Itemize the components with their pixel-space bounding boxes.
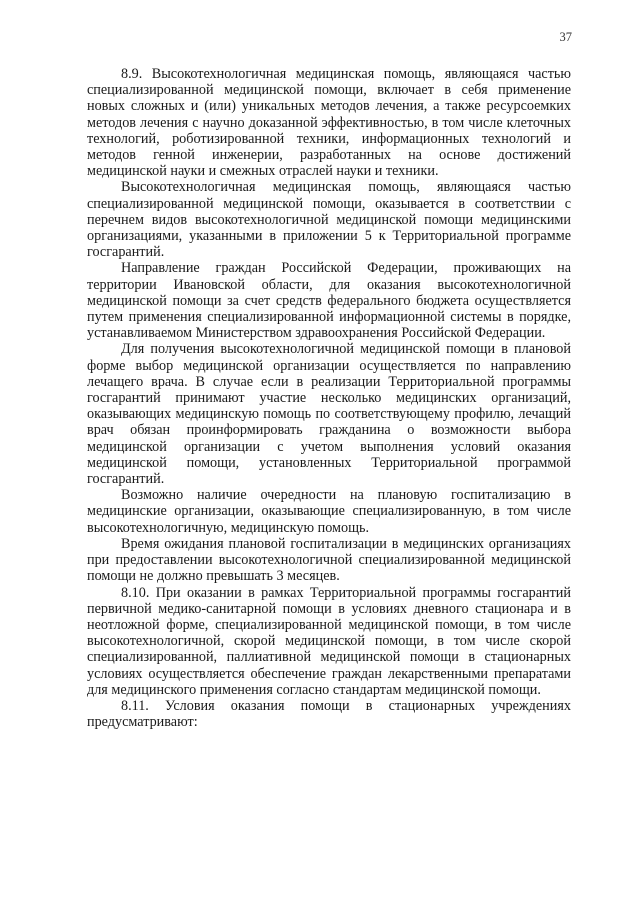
page-number: 37 bbox=[559, 30, 572, 44]
paragraph-8-11: 8.11. Условия оказания помощи в стационарных учреждениях предусматривают: bbox=[87, 697, 571, 731]
paragraph-waiting-time: Время ожидания плановой госпитализации в медицинских организациях при предоставлении высокотехнологичной специализированной медицинской помощи не должно превышать 3 месяцев. bbox=[87, 535, 571, 585]
paragraph-planned-choice: Для получения высокотехнологичной медицинской помощи в плановой форме выбор медицинской организации осуществляется по направлению лечащего врача. В случае если в реализации Территориальной программы госгарантий принимают участие несколько медицинских организаций, оказывающих медицинскую помощь по соответствующему профилю, лечащий врач обязан проинформировать гражданина о возможности выбора медицинской организации с учетом выполнения условий оказания медицинской помощи, установленных Территориальной программой госгарантий. bbox=[87, 341, 571, 488]
paragraph-referral: Направление граждан Российской Федерации, проживающих на территории Ивановской области, для оказания высокотехнологичной медицинской помощи за счет средств федерального бюджета осуществляется путем применения специализированной информационной системы в порядке, устанавливаемом Министерством здравоохранения Российской Федерации. bbox=[87, 260, 571, 342]
document-body bbox=[87, 66, 571, 730]
paragraph-8-9: 8.9. Высокотехнологичная медицинская помощь, являющаяся частью специализированной медицинской помощи, включает в себя применение новых сложных и (или) уникальных методов лечения, а также ресурсоемких методов лечения с научно доказанной эффективностью, в том числе клеточных технологий, роботизированной техники, информационных технологий и методов генной инженерии, разработанных на основе достижений медицинской науки и смежных отраслей науки и техники. bbox=[87, 66, 571, 180]
paragraph-8-10: 8.10. При оказании в рамках Территориальной программы госгарантий первичной медико-санитарной помощи в условиях дневного стационара и в неотложной форме, специализированной медицинской помощи, в том числе высокотехнологичной, скорой медицинской помощи, в том числе скорой специализированной, паллиативной медицинской помощи в стационарных условиях осуществляется обеспечение граждан лекарственными препаратами для медицинского применения согласно стандартам медицинской помощи. bbox=[87, 584, 571, 698]
paragraph-vmp-list: Высокотехнологичная медицинская помощь, являющаяся частью специализированной медицинской помощи, оказывается в соответствии с перечнем видов высокотехнологичной медицинской помощи медицинскими организациями, указанными в приложении 5 к Территориальной программе госгарантий. bbox=[87, 179, 571, 261]
paragraph-queue: Возможно наличие очередности на плановую госпитализацию в медицинские организации, оказывающие специализированную, в том числе высокотехнологичную, медицинскую помощь. bbox=[87, 487, 571, 536]
